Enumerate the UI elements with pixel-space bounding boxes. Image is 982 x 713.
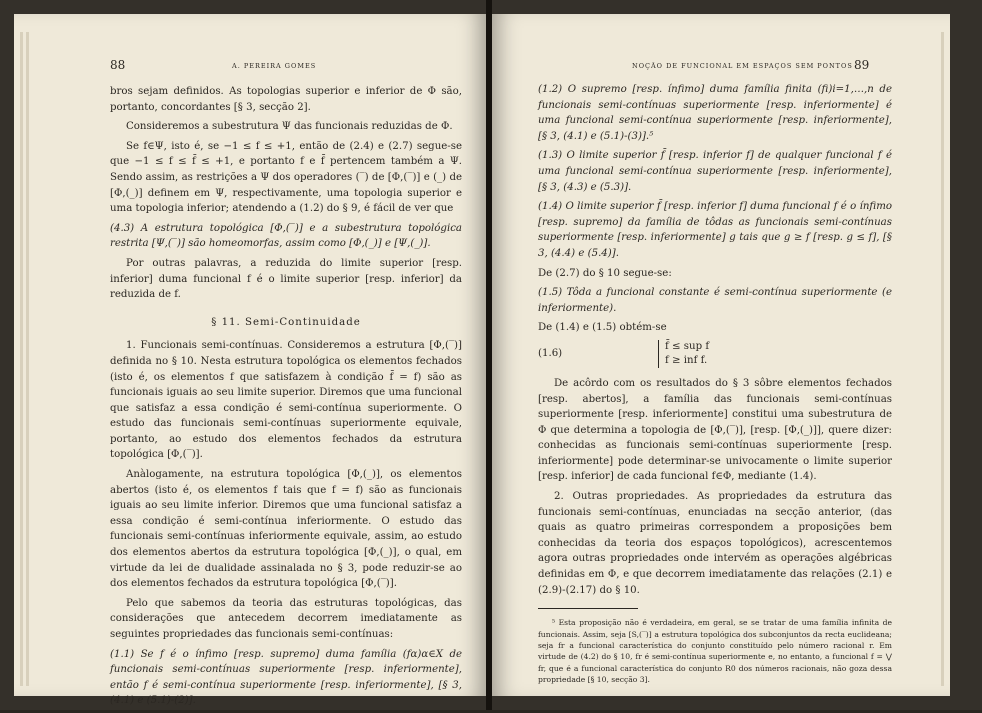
paragraph: 2. Outras propriedades. As propriedades da estrutura das funcionais semi-contínuas, enunciadas na secção anterior, (das quais as quatro primeiras correspondem a proposições bem conhecidas da teoria dos espaços topológicos), acrescentemos agora outras propriedades onde intervém as operações algébricas definidas em Φ, e que decorrem imediatamente das relações (2.1) e (2.9)-(2.17) do § 10. — [538, 491, 892, 596]
page-number: 88 — [110, 58, 126, 72]
left-page — [14, 14, 486, 707]
proposition: (1.2) O supremo [resp. ínfimo] duma família finita (fi)i=1,…,n de funcionais semi-contínuas superiormente [resp. inferiormente] é uma funcional semi-contínua superiormente [resp. inferiormente], [§ 3, (4.1) e (5.1)-(3)].⁵ — [538, 84, 892, 142]
paragraph: Anàlogamente, na estrutura topológica [Φ,(_)], os elementos abertos (isto é, os elementos f tais que f = f) são as funcionais iguais ao seu limite inferior. Diremos que uma funcional satisfaz a essa condição é semi-contínua inferiormente. O estudo das funcionais semi-contínuas inferiormente equivale, assim, ao estudo dos elementos abertos da estrutura topológica [Φ,(_)], o qual, em virtude da lei de dualidade assinalada no § 3, pode reduzir-se ao dos elementos fechados da estrutura topológica [Φ,(‾)]. — [110, 469, 462, 590]
paragraph: Pelo que sabemos da teoria das estruturas topológicas, das considerações que antecedem decorrem imediatamente as seguintes propriedades das funcionais semi-contínuas: — [110, 597, 462, 640]
formula-body — [658, 340, 709, 368]
section-title: § 11. Semi-Continuidade — [211, 316, 361, 328]
right-content — [538, 82, 892, 686]
left-content — [110, 84, 462, 713]
running-head: A. PEREIRA GOMES — [232, 62, 317, 70]
proposition: (1.5) Tôda a funcional constante é semi-contínua superiormente (e inferiormente). — [538, 287, 892, 314]
right-page — [492, 14, 950, 696]
footnote-rule — [538, 608, 638, 609]
paragraph: Por outras palavras, a reduzida do limite superior [resp. inferior] duma funcional f é o limite superior [resp. inferior] da reduzida de f. — [110, 257, 462, 301]
formula-line: f̄ ≤ sup f — [665, 340, 710, 352]
formula-label: (1.6) — [538, 348, 563, 360]
page-edge — [941, 32, 944, 686]
proposition: (4.3) A estrutura topológica [Φ,(‾)] e a subestrutura topológica restrita [Ψ,(‾)] são homeomorfas, assim como [Φ,(_)] e [Ψ,(_)]. — [110, 222, 462, 250]
paragraph: De (2.7) do § 10 segue-se: — [538, 267, 672, 279]
footnotes — [538, 617, 892, 685]
proposition: (1.4) O limite superior f̄ [resp. inferior f] duma funcional f é o ínfimo [resp. supremo] da família de tôdas as funcionais semi-contínuas superiormente [resp. inferiormente] g tais que g ≥ f [resp. g ≤ f], [§ 3, (4.4) e (5.4)]. — [538, 201, 892, 259]
formula-line: f ≥ inf f. — [665, 354, 708, 366]
paragraph: Consideremos a subestrutura Ψ das funcionais reduzidas de Φ. — [126, 121, 453, 133]
running-head: NOÇÃO DE FUNCIONAL EM ESPAÇOS SEM PONTOS — [632, 62, 853, 70]
paragraph: Se f∈Ψ, isto é, se −1 ≤ f ≤ +1, então de (2.4) e (2.7) segue-se que −1 ≤ f ≤ f̄ ≤ +1, e portanto f e f̄ pertencem também a Ψ. Sendo assim, as restrições a Ψ dos operadores (‾) de [Φ,(‾)] e (_) de [Φ,(_)] definem em Ψ, respectivamente, uma topologia superior e uma topologia inferior; atendendo a (1.2) do § 9, é fácil de ver que — [110, 140, 462, 215]
paragraph: De acôrdo com os resultados do § 3 sôbre elementos fechados [resp. abertos], a família das funcionais semi-contínuas superiormente [resp. inferiormente] constitui uma subestrutura de Φ que determina a topologia de [Φ,(‾)], [resp. [Φ,(_)]], quere dizer: conhecidas as funcionais semi-contínuas superiormente [resp. inferiormente] pode determinar-se univocamente o limite superior [resp. inferior] de cada funcional f∈Φ, mediante (1.4). — [538, 377, 892, 483]
proposition: (1.1) Se f é o ínfimo [resp. supremo] duma família (fα)α∈X de funcionais semi-contínuas superiormente [resp. inferiormente], então f é semi-contínua superiormente [resp. inferiormente], [§ 3, (4.1) e (5.1)-(2)]. — [110, 648, 462, 707]
paragraph: 1. Funcionais semi-contínuas. Consideremos a estrutura [Φ,(‾)] definida no § 10. Nesta estrutura topológica os elementos fechados (isto é, os elementos f que satisfazem à condição f̄ = f) são as funcionais iguais ao seu limite superior. Diremos que uma funcional que satisfaz a essa condição é semi-contínua superiormente. O estudo das funcionais semi-contínuas superiormente equivale, portanto, ao estudo dos elementos fechados da estrutura topológica [Φ,(‾)]. — [110, 340, 462, 461]
paragraph: bros sejam definidos. As topologias superior e inferior de Φ são, portanto, concordantes [§ 3, secção 2]. — [110, 86, 462, 113]
footnote: ⁵ Esta proposição não é verdadeira, em geral, se se tratar de uma família infinita de funcionais. Assim, seja [S,(‾)] a estrutura topológica dos subconjuntos da recta euclideana; seja fr a funcional característica do conjunto constituído pelo número racional r. Em virtude de (4.2) do § 10, fr é semi-contínua superiormente e, no entanto, a funcional f = ⋁ fr, que é a funcional característica do conjunto R0 dos números racionais, não goza dessa propriedade [§ 10, secção 3]. — [538, 618, 892, 685]
page-edge — [26, 32, 29, 686]
paragraph: De (1.4) e (1.5) obtém-se — [538, 322, 667, 334]
page-edge — [20, 32, 23, 686]
formula — [538, 340, 892, 368]
proposition: (1.3) O limite superior f̄ [resp. inferior f] de qualquer funcional f é uma funcional semi-contínua superiormente [resp. inferiormente], [§ 3, (4.3) e (5.3)]. — [538, 150, 892, 193]
page-number: 89 — [854, 58, 870, 72]
